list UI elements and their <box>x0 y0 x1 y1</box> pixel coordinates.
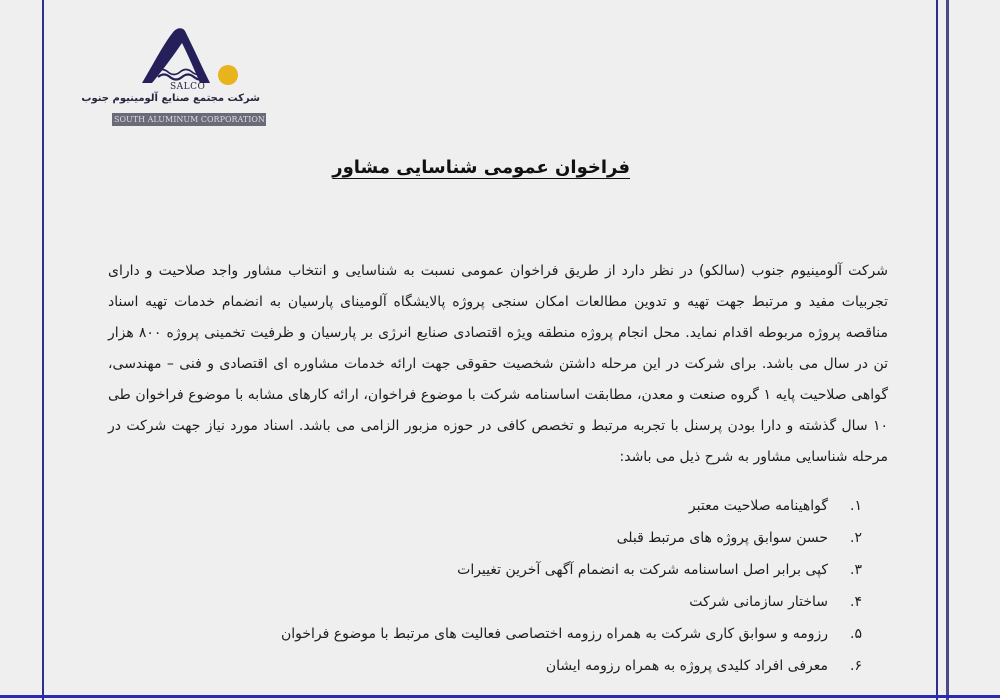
logo-persian-name: شرکت مجتمع صنایع آلومینیوم جنوب <box>81 93 260 104</box>
list-item-number: ۴. <box>850 594 862 610</box>
list-item-number: ۳. <box>850 562 862 578</box>
list-item-number: ۵. <box>850 626 862 642</box>
list-item-text: رزومه و سوابق کاری شرکت به همراه رزومه اختصاصی فعالیت های مرتبط با موضوع فراخوان <box>280 626 828 642</box>
list-item-text: گواهینامه صلاحیت معتبر <box>688 498 828 514</box>
announcement-paragraph: شرکت آلومینیوم جنوب (سالکو) در نظر دارد از طریق فراخوان عمومی نسبت به شناسایی و انتخاب مشاور واجد صلاحیت و دارای تجربیات مفید و مرتبط جهت تهیه و تدوین مطالعات امکان سنجی پروژه پالایشگاه آلومینای پارسیان به انضمام خدمات تهیه اسناد مناقصه پروژه مربوطه اقدام نماید. محل انجام پروژه منطقه ویژه اقتصادی صنایع انرژی بر پارسیان و ظرفیت تخمینی پروژه ۸۰۰ هزار تن در سال می باشد. برای شرکت در این مرحله داشتن شخصیت حقوقی جهت ارائه خدمات مشاوره ای اقتصادی و فنی – مهندسی، گواهی صلاحیت پایه ۱ گروه صنعت و معدن، مطابقت اساسنامه شرکت با موضوع فراخوان، ارائه کارهای مشابه با موضوع فراخوان طی ۱۰ سال گذشته و دارا بودن پرسنل با تجربه مرتبط و تخصص کافی در حوزه مزبور الزامی می باشد. اسناد مورد نیاز جهت شرکت در مرحله شناسایی مشاور به شرح ذیل می باشد: <box>108 263 888 465</box>
list-item-text: کپی برابر اصل اساسنامه شرکت به انضمام آگهی آخرین تغییرات <box>457 562 828 578</box>
logo-brand-text: SALCO <box>170 82 206 92</box>
list-item-number: ۱. <box>850 498 862 514</box>
list-item-number: ۶. <box>850 658 862 674</box>
list-item <box>240 522 862 554</box>
announcement-body <box>108 256 888 473</box>
list-item <box>240 618 862 650</box>
list-item-number: ۲. <box>850 530 862 546</box>
logo-english-name: SOUTH ALUMINUM CORPORATION <box>114 115 265 124</box>
required-documents-list <box>240 490 862 682</box>
right-border-line-inner <box>936 0 938 700</box>
right-border-line-outer <box>946 0 949 700</box>
list-item <box>240 554 862 586</box>
list-item-text: ساختار سازمانی شرکت <box>689 594 828 610</box>
list-item <box>240 586 862 618</box>
bottom-border-line <box>0 695 1000 698</box>
list-item <box>240 650 862 682</box>
document-title: فراخوان عمومی شناسایی مشاور <box>332 157 630 178</box>
list-item <box>240 490 862 522</box>
left-border-line <box>42 0 44 700</box>
list-item-text: حسن سوابق پروژه های مرتبط قبلی <box>616 530 828 546</box>
list-item-text: معرفی افراد کلیدی پروژه به همراه رزومه ایشان <box>545 658 828 674</box>
company-logo <box>81 25 272 133</box>
